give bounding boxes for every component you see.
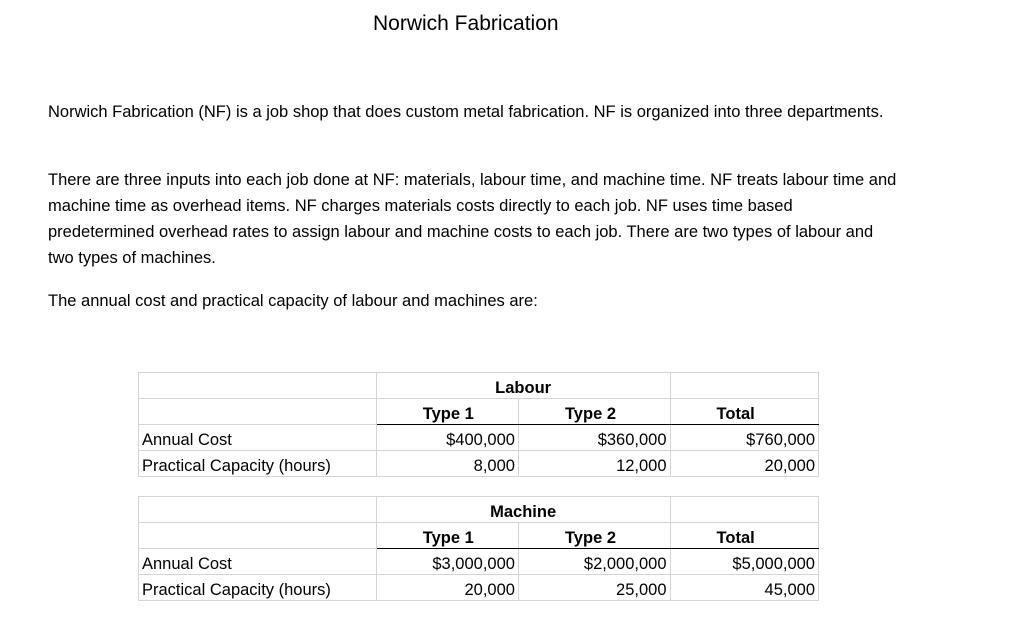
table-cell: $2,000,000 <box>518 549 670 575</box>
inputs-paragraph: There are three inputs into each job done at NF: materials, labour time, and machine time. NF treats labour time and machine time as overhead items. NF charges materials costs directly to each job. NF uses time based predetermined overhead rates to assign labour and machine costs to each job. There are two types of labour and two types of machines. <box>48 171 897 267</box>
table-row <box>139 399 819 425</box>
table-row <box>139 373 819 399</box>
table-cell: $760,000 <box>670 425 818 451</box>
labour-group-header: Labour <box>376 373 670 399</box>
table-cell: 8,000 <box>376 451 518 477</box>
labour-total-header: Total <box>670 399 818 425</box>
table-cell: $3,000,000 <box>376 549 518 575</box>
table-cell: 45,000 <box>670 575 818 601</box>
table-cell <box>670 497 818 523</box>
table-cell <box>139 373 377 399</box>
page-title: Norwich Fabrication <box>373 12 559 35</box>
row-label: Practical Capacity (hours) <box>139 451 377 477</box>
table-row <box>139 451 819 477</box>
table-row <box>139 523 819 549</box>
labour-type2-header: Type 2 <box>518 399 670 425</box>
table-cell: $400,000 <box>376 425 518 451</box>
table-cell <box>139 399 377 425</box>
table-cell: 12,000 <box>518 451 670 477</box>
table-cell: 20,000 <box>670 451 818 477</box>
table-cell <box>139 523 377 549</box>
table-row <box>139 497 819 523</box>
table-cell: 25,000 <box>518 575 670 601</box>
table-row <box>139 549 819 575</box>
table-row <box>139 425 819 451</box>
machine-total-header: Total <box>670 523 818 549</box>
row-label: Annual Cost <box>139 425 377 451</box>
machine-type2-header: Type 2 <box>518 523 670 549</box>
table-row <box>139 575 819 601</box>
row-label: Practical Capacity (hours) <box>139 575 377 601</box>
table-cell: $5,000,000 <box>670 549 818 575</box>
table-cell: 20,000 <box>376 575 518 601</box>
row-label: Annual Cost <box>139 549 377 575</box>
labour-type1-header: Type 1 <box>376 399 518 425</box>
table-cell <box>139 497 377 523</box>
machine-group-header: Machine <box>376 497 670 523</box>
labour-cost-table <box>138 372 819 477</box>
machine-type1-header: Type 1 <box>376 523 518 549</box>
machine-cost-table <box>138 496 819 601</box>
intro-paragraph: Norwich Fabrication (NF) is a job shop that does custom metal fabrication. NF is organized into three departments. <box>48 103 884 121</box>
table-lead-paragraph: The annual cost and practical capacity of labour and machines are: <box>48 292 538 310</box>
table-cell: $360,000 <box>518 425 670 451</box>
table-cell <box>670 373 818 399</box>
